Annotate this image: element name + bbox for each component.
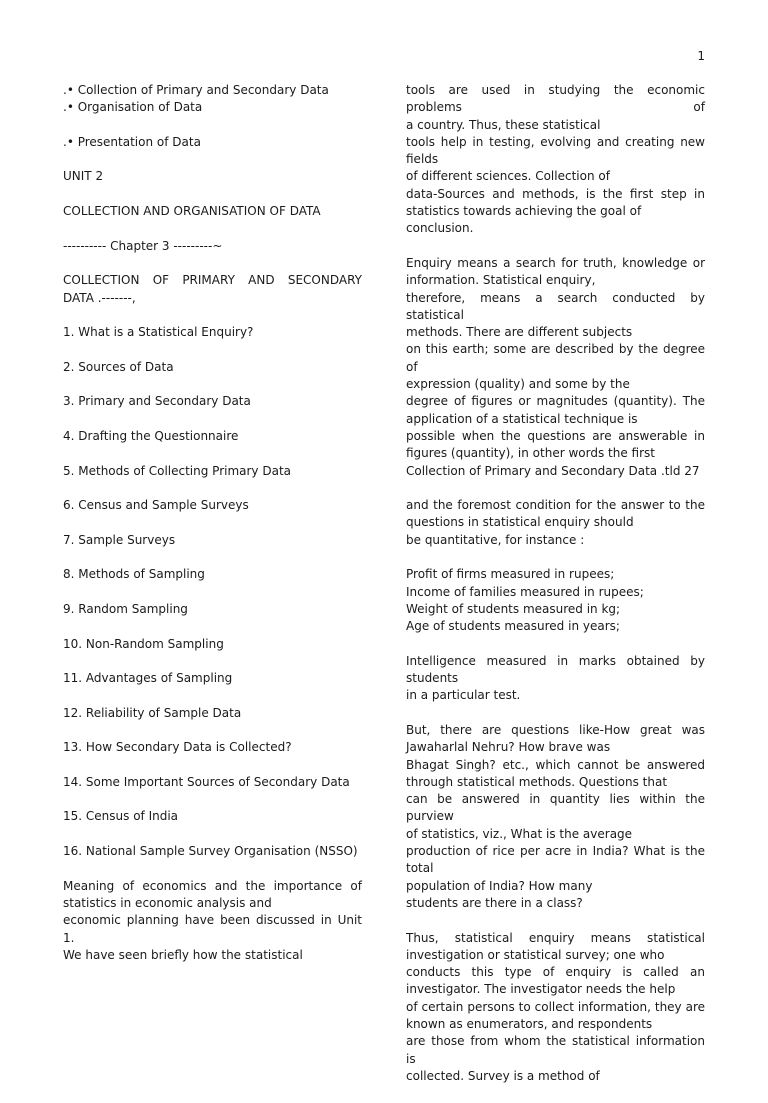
- toc-item: 3. Primary and Secondary Data: [63, 394, 251, 409]
- text-line: through statistical methods. Questions that: [406, 774, 668, 789]
- chapter-title: [63, 272, 362, 307]
- text-line: degree of figures or magnitudes (quantity). The: [406, 394, 705, 409]
- text-line: of different sciences. Collection of: [406, 169, 610, 184]
- intro-paragraph: [63, 878, 362, 964]
- text-line: questions in statistical enquiry should: [406, 515, 634, 530]
- example-item: Age of students measured in years;: [406, 619, 620, 634]
- text-line: Meaning of economics and the importance of: [63, 878, 362, 893]
- toc-item: 2. Sources of Data: [63, 359, 174, 374]
- text-line: methods. There are different subjects: [406, 325, 633, 340]
- text-line: Bhagat Singh? etc., which cannot be answered: [406, 757, 705, 772]
- text-line: on this earth; some are described by the degree of: [406, 342, 705, 374]
- text-line: investigator. The investigator needs the help: [406, 982, 676, 997]
- text-line: students are there in a class?: [406, 895, 583, 910]
- chapter-title-line: COLLECTION OF PRIMARY AND SECONDARY: [63, 273, 362, 288]
- text-line: and the foremost condition for the answer to the: [406, 498, 705, 513]
- bullet-item: .• Organisation of Data: [63, 100, 203, 115]
- toc-item: 6. Census and Sample Surveys: [63, 498, 249, 513]
- text-line: conclusion.: [406, 221, 474, 236]
- bullet-item: [63, 134, 362, 151]
- unit-label: UNIT 2: [63, 169, 104, 184]
- example-item: Weight of students measured in kg;: [406, 601, 621, 616]
- text-line: of certain persons to collect information, they are: [406, 999, 705, 1014]
- text-line: Enquiry means a search for truth, knowledge or: [406, 255, 705, 270]
- text-line: are those from whom the statistical information is: [406, 1034, 705, 1066]
- text-line: economic planning have been discussed in Unit 1.: [63, 913, 362, 945]
- toc-item: 10. Non-Random Sampling: [63, 636, 224, 651]
- paragraph-statistical-tools: [406, 82, 705, 238]
- toc-item: 14. Some Important Sources of Secondary Data: [63, 774, 350, 789]
- running-header-line: Collection of Primary and Secondary Data .tld 27: [406, 463, 700, 478]
- text-line: production of rice per acre in India? What is the total: [406, 844, 705, 876]
- bullet-group: [63, 82, 362, 117]
- toc-item: 13. How Secondary Data is Collected?: [63, 740, 292, 755]
- text-line: application of a statistical technique is: [406, 411, 638, 426]
- toc-item: 1. What is a Statistical Enquiry?: [63, 325, 254, 340]
- examples-list: [406, 566, 705, 635]
- example-item: Profit of firms measured in rupees;: [406, 567, 615, 582]
- text-line: Jawaharlal Nehru? How brave was: [406, 740, 611, 755]
- page-number: 1: [697, 49, 705, 63]
- text-line: tools are used in studying the economic problems of: [406, 83, 705, 115]
- text-line: Intelligence measured in marks obtained by students: [406, 653, 705, 686]
- toc-item: 4. Drafting the Questionnaire: [63, 428, 239, 443]
- example-item: Income of families measured in rupees;: [406, 584, 644, 599]
- text-line: therefore, means a search conducted by statistical: [406, 290, 705, 322]
- text-line: expression (quality) and some by the: [406, 377, 630, 392]
- toc-item: 5. Methods of Collecting Primary Data: [63, 463, 291, 478]
- text-line: collected. Survey is a method of: [406, 1068, 600, 1083]
- text-line: information. Statistical enquiry,: [406, 273, 596, 288]
- text-line: tools help in testing, evolving and creating new fields: [406, 134, 705, 167]
- text-line: can be answered in quantity lies within the purview: [406, 792, 705, 824]
- chapter-title-line: DATA .-------,: [63, 290, 136, 305]
- text-line: data-Sources and methods, is the first step in: [406, 186, 705, 201]
- chapter-heading: ---------- Chapter 3 ---------~: [63, 238, 223, 253]
- toc-item: 12. Reliability of Sample Data: [63, 705, 242, 720]
- text-line: possible when the questions are answerable in: [406, 428, 705, 443]
- left-column: [63, 82, 362, 981]
- bullet-presentation: .• Presentation of Data: [63, 134, 201, 149]
- text-line: in a particular test.: [406, 688, 521, 703]
- text-line: be quantitative, for instance :: [406, 532, 585, 547]
- toc-item: 9. Random Sampling: [63, 601, 188, 616]
- text-line: statistics towards achieving the goal of: [406, 204, 642, 219]
- text-line: conducts this type of enquiry is called an: [406, 965, 705, 980]
- toc-item: 11. Advantages of Sampling: [63, 671, 233, 686]
- paragraph-enquiry: [406, 255, 705, 480]
- text-line: known as enumerators, and respondents: [406, 1017, 653, 1032]
- text-line: investigation or statistical survey; one who: [406, 947, 665, 962]
- text-line: We have seen briefly how the statistical: [63, 947, 303, 962]
- text-line: figures (quantity), in other words the first: [406, 446, 655, 461]
- bullet-item: .• Collection of Primary and Secondary Data: [63, 83, 329, 97]
- paragraph-intelligence: [406, 653, 705, 705]
- toc-item: 8. Methods of Sampling: [63, 567, 205, 582]
- paragraph-questions: [406, 722, 705, 912]
- text-line: a country. Thus, these statistical: [406, 117, 601, 132]
- toc-item: 7. Sample Surveys: [63, 532, 176, 547]
- text-line: of statistics, viz., What is the average: [406, 826, 633, 841]
- text-line: But, there are questions like-How great was: [406, 722, 705, 737]
- text-line: Thus, statistical enquiry means statistical: [406, 930, 705, 945]
- unit-title: COLLECTION AND ORGANISATION OF DATA: [63, 204, 321, 219]
- paragraph-investigation: [406, 930, 705, 1086]
- paragraph-condition: [406, 497, 705, 549]
- toc-item: 15. Census of India: [63, 809, 179, 824]
- text-line: statistics in economic analysis and: [63, 895, 272, 910]
- toc-item: 16. National Sample Survey Organisation (NSSO): [63, 844, 358, 859]
- right-column: [406, 82, 705, 1103]
- text-line: population of India? How many: [406, 878, 593, 893]
